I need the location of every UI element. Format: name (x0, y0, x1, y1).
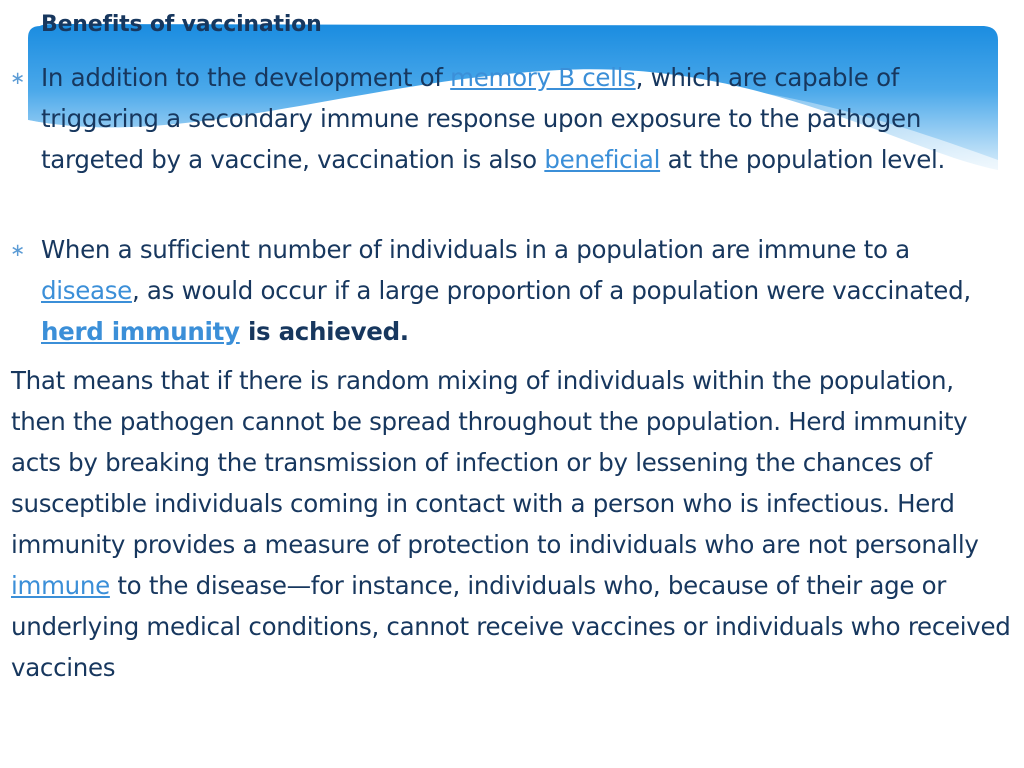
bullet-text-bold: is achieved. (239, 317, 409, 346)
paragraph-text: to the disease—for instance, individuals who, because of their age or underlying medical conditions, cannot receive vaccines or individuals who received vaccines (11, 571, 1011, 682)
beneficial-link[interactable]: beneficial (544, 145, 661, 174)
bullet-text: In addition to the development of (41, 63, 451, 92)
immune-link[interactable]: immune (11, 571, 110, 600)
bullet-asterisk-icon: ∗ (10, 240, 25, 261)
bullet-text: at the population level. (660, 145, 945, 174)
bullet-text: , as would occur if a large proportion of a population were vaccinated, (131, 276, 971, 305)
memory-b-cells-link[interactable]: memory B cells (450, 63, 636, 92)
body-paragraph (11, 360, 1011, 688)
disease-link[interactable]: disease (41, 276, 132, 305)
bullet-item (10, 57, 981, 180)
bullet-text: When a sufficient number of individuals in a population are immune to a (41, 235, 910, 264)
bullet-asterisk-icon: ∗ (10, 68, 25, 89)
paragraph-text: That means that if there is random mixing of individuals within the population, then the pathogen cannot be spread throughout the population. Herd immunity acts by breaking the transmission of infection or by lessening the chances of susceptible individuals coming in contact with a person who is infectious. Herd immunity provides a measure of protection to individuals who are not personally (11, 366, 979, 559)
bullet-text: , which are capable of triggering a secondary immune response upon exposure to the pathogen targeted by a vaccine, vaccination is also (41, 63, 922, 174)
slide-title: Benefits of vaccination (41, 12, 322, 37)
herd-immunity-link[interactable]: herd immunity (41, 317, 240, 346)
bullet-item (10, 229, 981, 352)
